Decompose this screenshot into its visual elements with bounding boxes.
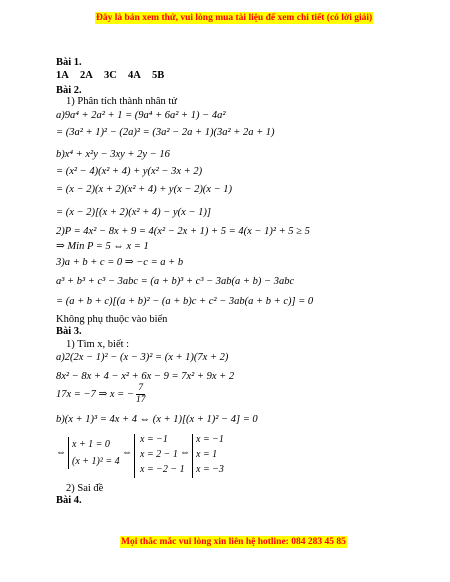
system-brace bbox=[68, 437, 69, 469]
math-line: b)x⁴ + x²y − 3xy + 2y − 16 bbox=[56, 149, 170, 160]
section-bai-3: Bài 3. bbox=[56, 326, 82, 337]
system-brace bbox=[134, 434, 135, 478]
fraction bbox=[136, 383, 146, 406]
bai3-question-2: 2) Sai đề bbox=[66, 483, 104, 494]
math-line: 2)P = 4x² − 8x + 9 = 4(x² − 2x + 1) + 5 = 4(x − 1)² + 5 ≥ 5 bbox=[56, 226, 310, 237]
math-line: b)(x + 1)³ = 4x + 4 ⇔ (x + 1)[(x + 1)² − 4] = 0 bbox=[56, 414, 258, 425]
equivalence-arrow: ⇔ bbox=[180, 447, 190, 458]
system-equation: x = −1 bbox=[140, 434, 168, 445]
math-line: ⇒ Min P = 5 ⇔ x = 1 bbox=[56, 241, 149, 252]
math-line: 3)a + b + c = 0 ⇒ −c = a + b bbox=[56, 257, 184, 268]
section-bai-4: Bài 4. bbox=[56, 495, 82, 506]
math-line: = (a + b + c)[(a + b)² − (a + b)c + c² − 3ab(a + b + c)] = 0 bbox=[56, 296, 314, 307]
equivalence-arrow: ⇔ bbox=[56, 447, 66, 458]
section-bai-2: Bài 2. bbox=[56, 85, 82, 96]
hotline-banner: Mọi thắc mắc vui lòng xin liên hệ hotline: 084 283 45 85 bbox=[121, 537, 346, 547]
system-equation: x + 1 = 0 bbox=[72, 439, 110, 450]
preview-banner: Đây là bản xem thử, vui lòng mua tài liệu để xem chi tiết (có lời giải) bbox=[96, 13, 373, 23]
system-equation: x = 2 − 1 bbox=[140, 449, 178, 460]
bai3-question-1: 1) Tìm x, biết : bbox=[66, 339, 130, 350]
system-equation: x = −1 bbox=[196, 434, 224, 445]
answer-3: 3C bbox=[104, 70, 117, 81]
equivalence-arrow: ⇔ bbox=[122, 447, 132, 458]
system-equation: (x + 1)² = 4 bbox=[72, 456, 120, 467]
bai2-note: Không phụ thuộc vào biến bbox=[56, 314, 168, 325]
fraction-denominator: 17 bbox=[135, 395, 146, 405]
section-bai-1: Bài 1. bbox=[56, 57, 82, 68]
math-line: a)9a⁴ + 2a² + 1 = (9a⁴ + 6a² + 1) − 4a² bbox=[56, 110, 226, 121]
answer-2: 2A bbox=[80, 70, 93, 81]
bai2-question-1: 1) Phân tích thành nhân tử bbox=[66, 96, 177, 107]
math-line: = (x − 2)[(x + 2)(x² + 4) − y(x − 1)] bbox=[56, 207, 211, 218]
math-line: a)2(2x − 1)² − (x − 3)² = (x + 1)(7x + 2) bbox=[56, 352, 229, 363]
answer-4: 4A bbox=[128, 70, 141, 81]
math-fraction-line bbox=[56, 383, 147, 406]
answer-5: 5B bbox=[152, 70, 165, 81]
math-line: a³ + b³ + c³ − 3abc = (a + b)³ + c³ − 3ab(a + b) − 3abc bbox=[56, 276, 295, 287]
math-line: 8x² − 8x + 4 − x² + 6x − 9 = 7x² + 9x + 2 bbox=[56, 371, 235, 382]
math-line: = (x² − 4)(x² + 4) + y(x² − 3x + 2) bbox=[56, 166, 203, 177]
system-equation: x = 1 bbox=[196, 449, 218, 460]
math-line: = (3a² + 1)² − (2a)² = (3a² − 2a + 1)(3a² + 2a + 1) bbox=[56, 127, 275, 138]
math-line: = (x − 2)(x + 2)(x² + 4) + y(x − 2)(x − 1) bbox=[56, 184, 233, 195]
answer-1: 1A bbox=[56, 70, 69, 81]
system-equation: x = −2 − 1 bbox=[140, 464, 185, 475]
fraction-numerator: 7 bbox=[138, 383, 144, 393]
math-text: 17x = −7 ⇒ x = − bbox=[56, 388, 134, 400]
system-equation: x = −3 bbox=[196, 464, 224, 475]
system-brace bbox=[192, 434, 193, 478]
